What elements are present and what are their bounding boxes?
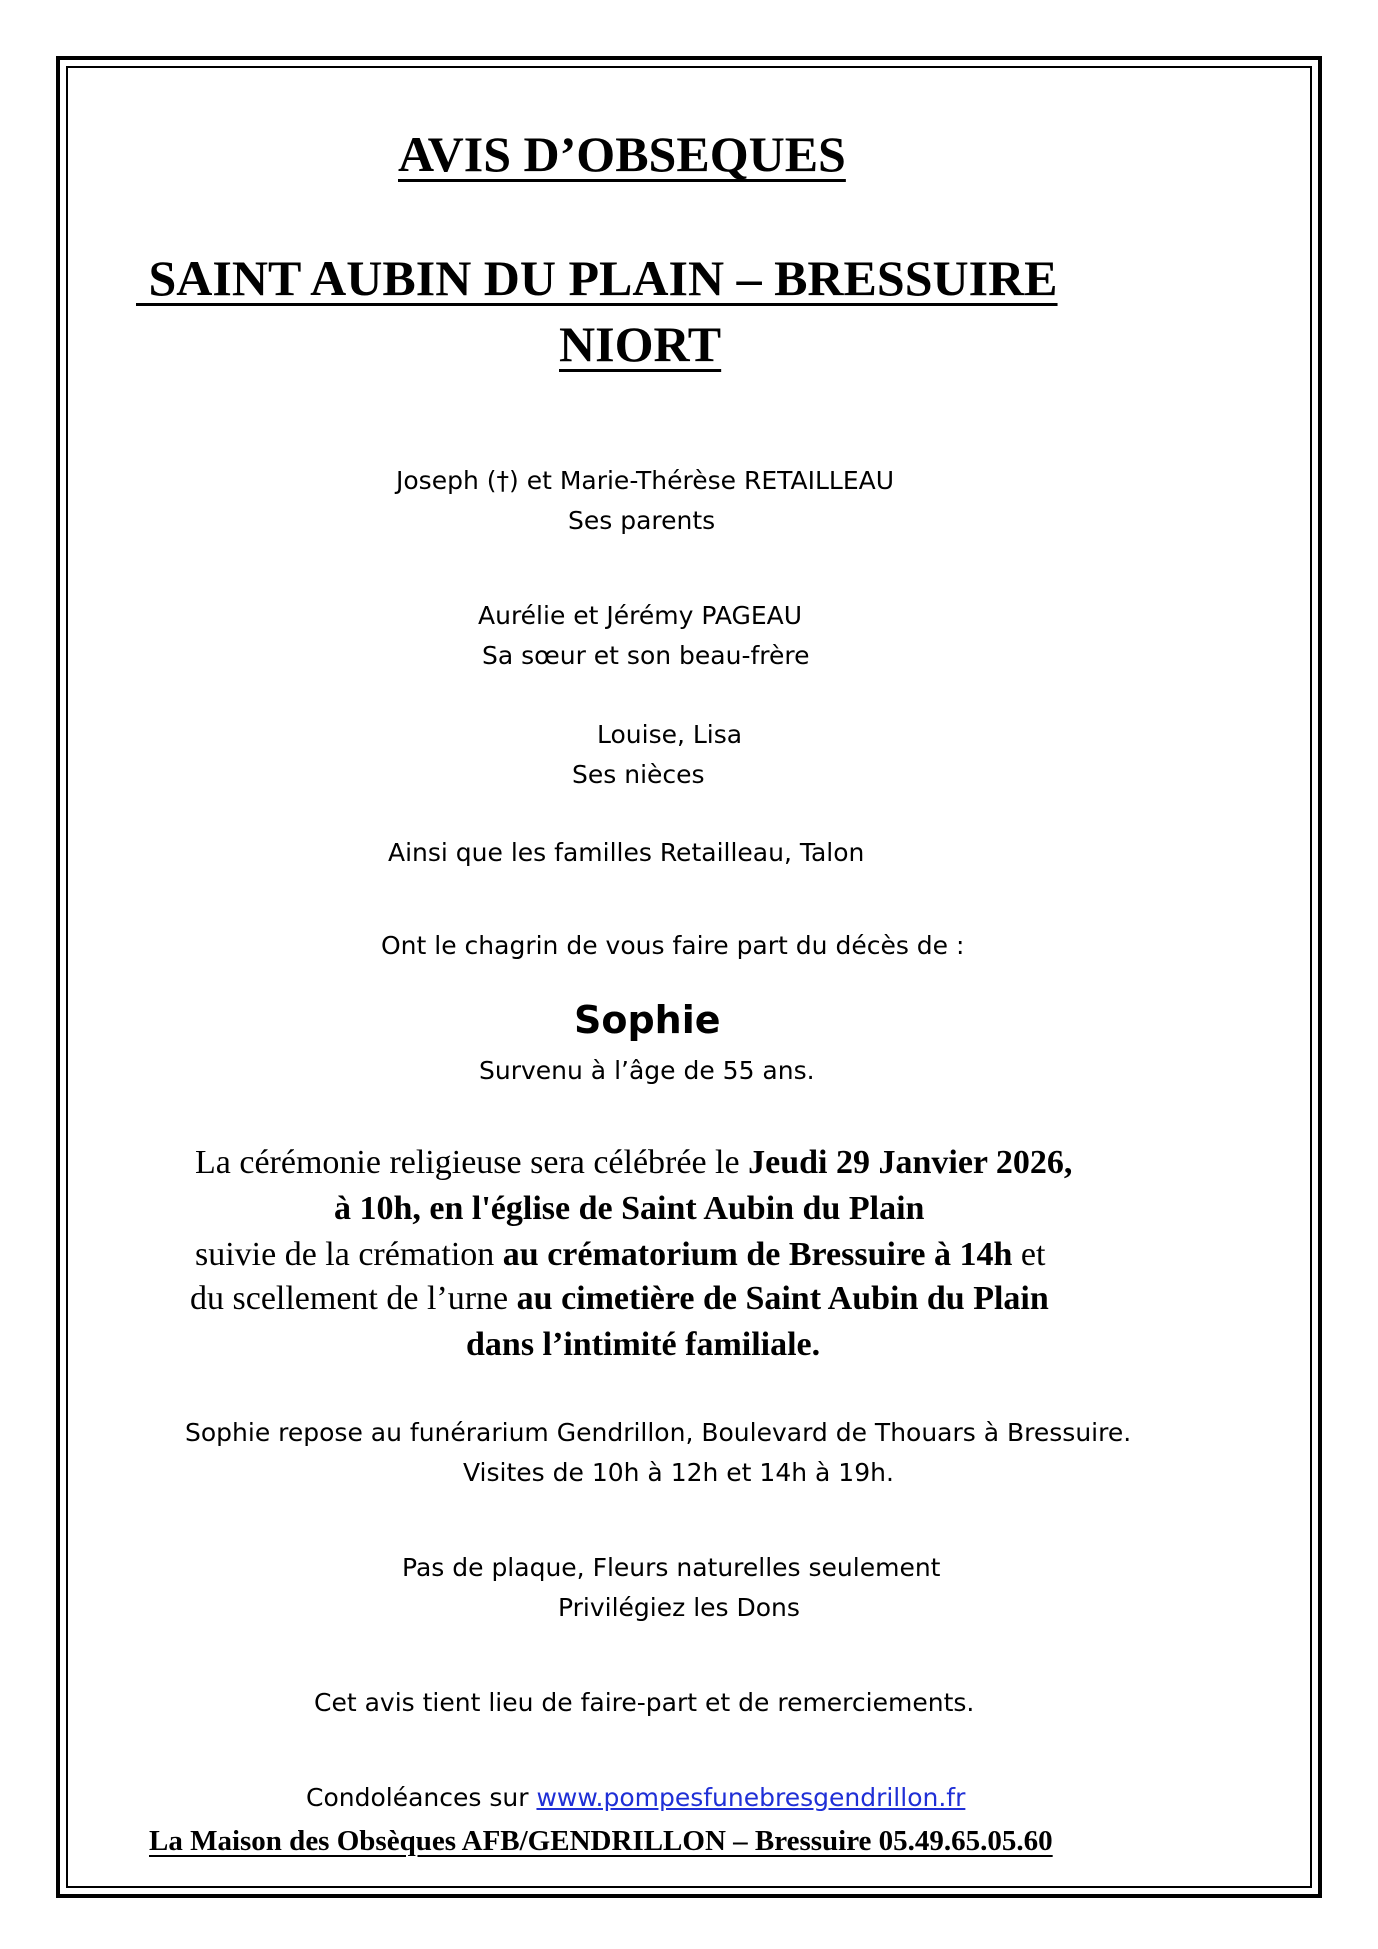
flowers-line-1: Pas de plaque, Fleurs naturelles seulement [402,1553,941,1582]
funeral-home-footer: La Maison des Obsèques AFB/GENDRILLON – Bressuire 05.49.65.05.60 [149,1825,1053,1857]
condolences-link[interactable]: www.pompesfunebresgendrillon.fr [536,1783,966,1812]
viewing-line-2: Visites de 10h à 12h et 14h à 19h. [463,1458,894,1487]
location-line-1: SAINT AUBIN DU PLAIN – BRESSUIRE [136,250,1058,306]
condolences-label: Condoléances sur [306,1783,537,1812]
notice-line: Cet avis tient lieu de faire-part et de remerciements. [314,1688,975,1717]
family-sister-names: Aurélie et Jérémy PAGEAU [478,601,803,630]
families-line: Ainsi que les familles Retailleau, Talon [388,838,865,867]
family-parents-names: Joseph (†) et Marie-Thérèse RETAILLEAU [396,466,895,495]
family-nieces-relation: Ses nièces [572,760,705,789]
flowers-line-2: Privilégiez les Dons [558,1593,800,1622]
ceremony-line-5: dans l’intimité familiale. [466,1326,821,1363]
ceremony-line-4: du scellement de l’urne au cimetière de Saint Aubin du Plain [190,1280,1049,1317]
viewing-line-1: Sophie repose au funérarium Gendrillon, Boulevard de Thouars à Bressuire. [185,1418,1132,1447]
deceased-name: Sophie [574,998,721,1042]
family-parents-relation: Ses parents [568,506,716,535]
family-nieces-names: Louise, Lisa [597,720,743,749]
ceremony-line-3: suivie de la crémation au crématorium de Bressuire à 14h et [195,1236,1046,1273]
announcement: Ont le chagrin de vous faire part du décès de : [381,931,965,960]
ceremony-line-1: La cérémonie religieuse sera célébrée le Jeudi 29 Janvier 2026, [195,1144,1073,1181]
condolences-line [306,1783,965,1813]
deceased-age: Survenu à l’âge de 55 ans. [479,1056,815,1085]
notice-title: AVIS D’OBSEQUES [398,126,846,182]
family-sister-relation: Sa sœur et son beau-frère [482,641,810,670]
ceremony-line-2: à 10h, en l'église de Saint Aubin du Plain [334,1190,925,1227]
location-line-2: NIORT [559,316,722,372]
